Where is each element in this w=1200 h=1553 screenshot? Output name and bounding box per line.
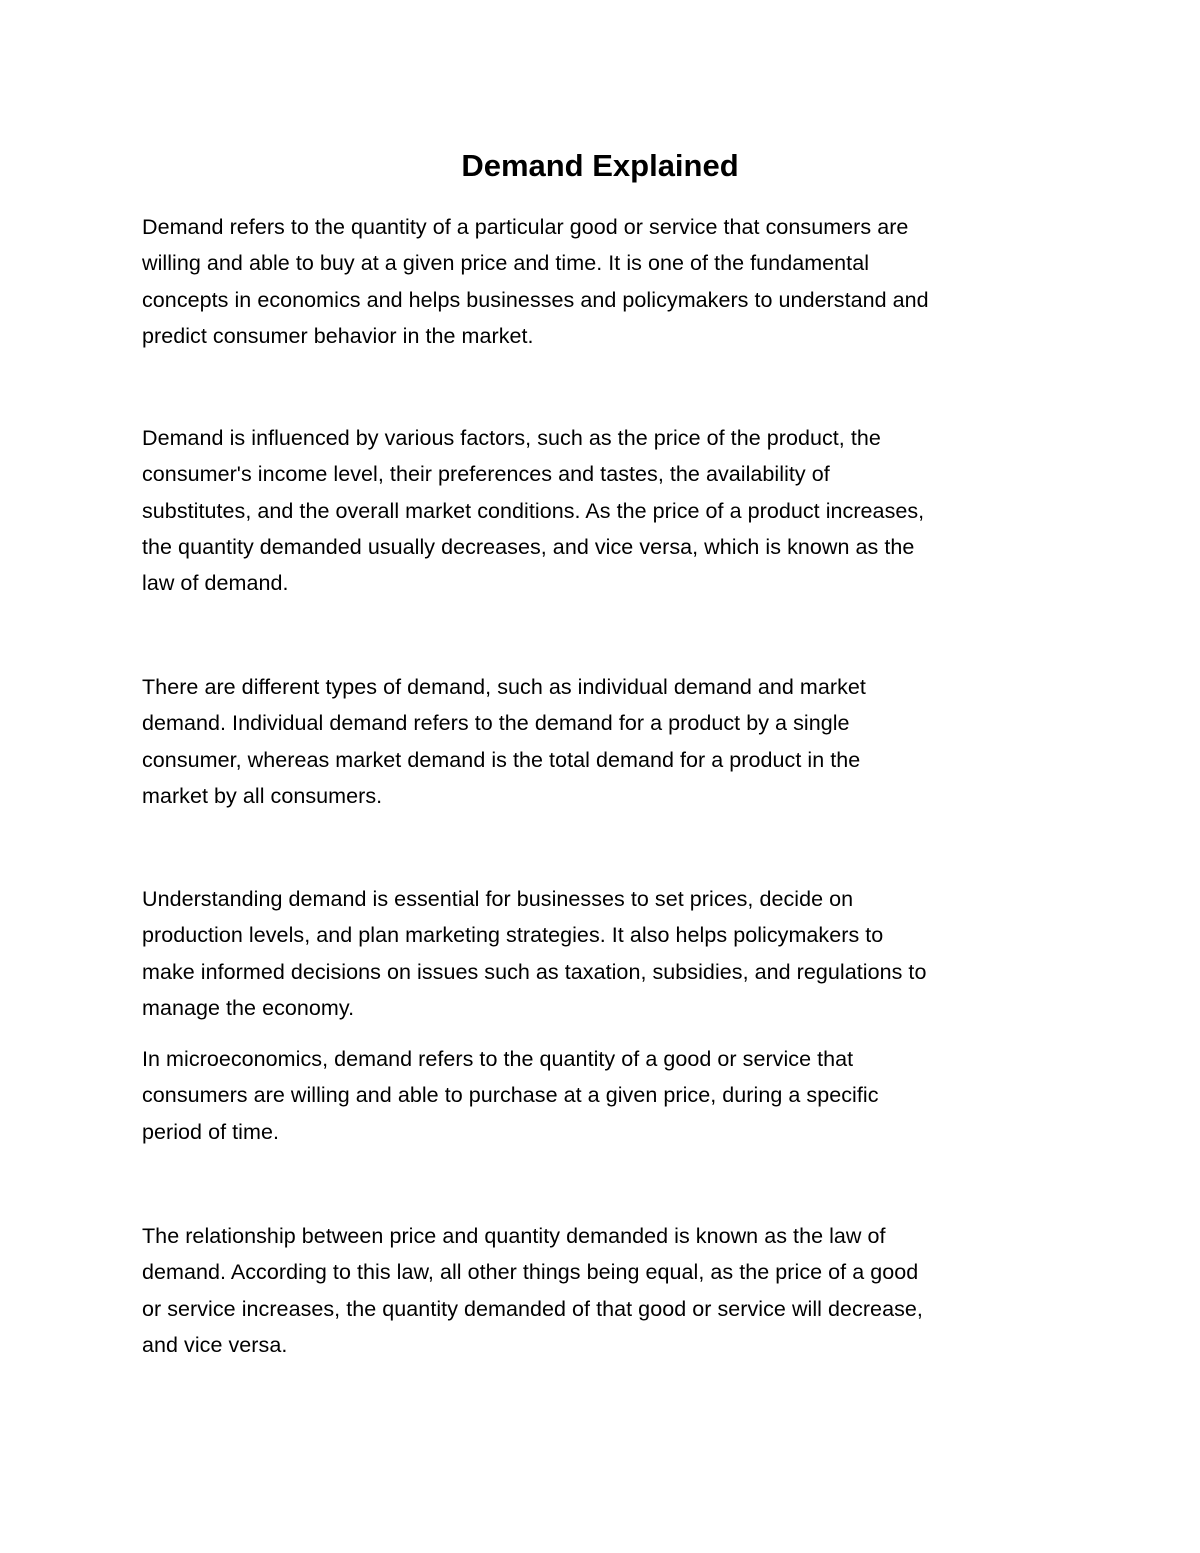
- document-title: Demand Explained: [461, 148, 739, 183]
- text-line: make informed decisions on issues such as taxation, subsidies, and regulations to: [142, 959, 927, 984]
- text-line: substitutes, and the overall market conditions. As the price of a product increases,: [142, 498, 925, 523]
- paragraph-microeconomics: [142, 1041, 1072, 1150]
- text-line: Understanding demand is essential for businesses to set prices, decide on: [142, 887, 854, 911]
- text-line: production levels, and plan marketing strategies. It also helps policymakers to: [142, 923, 884, 948]
- text-line: law of demand.: [142, 571, 289, 596]
- text-line: concepts in economics and helps businesses and policymakers to understand and: [142, 287, 929, 312]
- text-line: consumers are willing and able to purchase at a given price, during a specific: [142, 1083, 879, 1108]
- text-line: willing and able to buy at a given price and time. It is one of the fundamental: [142, 251, 870, 276]
- text-line: There are different types of demand, such as individual demand and market: [142, 675, 866, 699]
- paragraph-definition: [142, 209, 1072, 354]
- text-line: In microeconomics, demand refers to the quantity of a good or service that: [142, 1047, 854, 1071]
- text-line: Demand refers to the quantity of a particular good or service that consumers are: [142, 215, 909, 239]
- text-line: Demand is influenced by various factors, such as the price of the product, the: [142, 426, 881, 450]
- paragraph-law-of-demand: [142, 1218, 1072, 1363]
- text-line: The relationship between price and quantity demanded is known as the law of: [142, 1224, 886, 1248]
- text-line: and vice versa.: [142, 1332, 288, 1357]
- text-line: or service increases, the quantity demanded of that good or service will decrease,: [142, 1296, 923, 1321]
- text-line: market by all consumers.: [142, 783, 383, 808]
- text-line: demand. Individual demand refers to the demand for a product by a single: [142, 711, 850, 736]
- text-line: predict consumer behavior in the market.: [142, 323, 534, 348]
- paragraph-factors: [142, 420, 1072, 601]
- text-line: demand. According to this law, all other things being equal, as the price of a good: [142, 1260, 919, 1285]
- paragraph-types: [142, 669, 1072, 814]
- text-line: period of time.: [142, 1119, 279, 1144]
- text-line: the quantity demanded usually decreases, and vice versa, which is known as the: [142, 534, 915, 559]
- text-line: manage the economy.: [142, 995, 355, 1020]
- text-line: consumer, whereas market demand is the total demand for a product in the: [142, 747, 861, 772]
- text-line: consumer's income level, their preferences and tastes, the availability of: [142, 462, 830, 487]
- paragraph-importance: [142, 881, 1072, 1026]
